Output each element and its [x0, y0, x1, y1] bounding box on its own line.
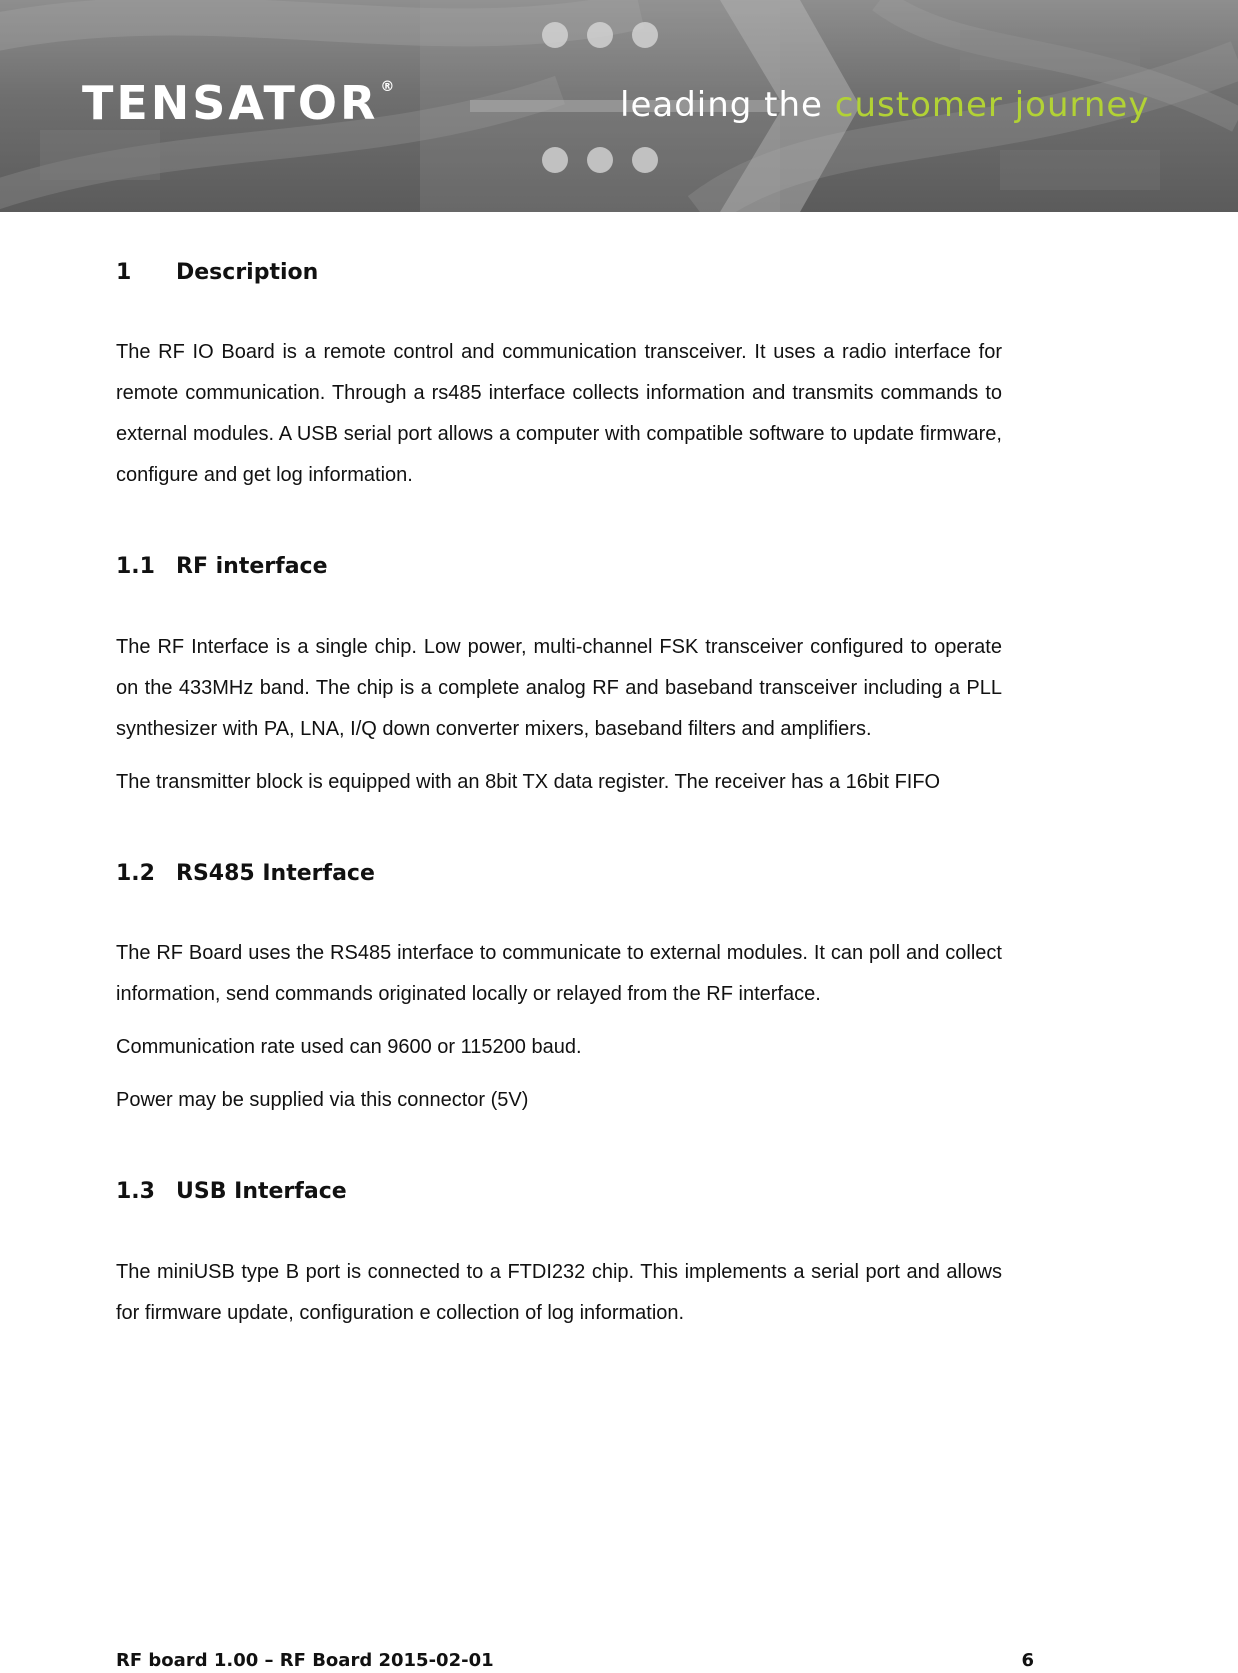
subsection-heading [116, 1179, 1002, 1205]
section-number: 1 [116, 260, 132, 285]
tagline-leading: leading the [620, 85, 823, 125]
paragraph: Communication rate used can 9600 or 115200 baud. [116, 1036, 582, 1059]
header-banner [0, 0, 1238, 212]
document-body [116, 260, 1002, 1346]
subsection-heading [116, 861, 1002, 887]
subsection-title: RS485 Interface [176, 860, 375, 886]
subsection-title: RF interface [176, 554, 328, 580]
tensator-logo [82, 76, 395, 130]
tagline [620, 85, 1150, 125]
paragraph: The miniUSB type B port is connected to a FTDI232 chip. This implements a serial port and allows for firmware update, configuration e collection of log information. [116, 1260, 1002, 1324]
footer-document-label: RF board 1.00 – RF Board 2015-02-01 [116, 1650, 494, 1671]
subsection-number: 1.1 [116, 554, 155, 580]
registered-mark: ® [380, 79, 395, 95]
logo-text: TENSATOR [82, 76, 379, 130]
section-title: Description [176, 260, 319, 285]
paragraph: The RF Board uses the RS485 interface to communicate to external modules. It can poll and collect information, send commands originated locally or relayed from the RF interface. [116, 942, 1002, 1006]
paragraph: The RF IO Board is a remote control and communication transceiver. It uses a radio interface for remote communication. Through a rs485 interface collects information and transmits commands to external modules. A USB serial port allows a computer with compatible software to update firmware, configure and get log information. [116, 341, 1002, 487]
subsection-title: USB Interface [176, 1179, 347, 1205]
subsection-heading [116, 554, 1002, 580]
page-number: 6 [1021, 1650, 1034, 1671]
paragraph: The transmitter block is equipped with an 8bit TX data register. The receiver has a 16bit FIFO [116, 770, 941, 793]
subsection-number: 1.2 [116, 860, 155, 886]
tagline-accent: customer journey [834, 85, 1150, 125]
section-heading [116, 260, 1002, 286]
paragraph: The RF Interface is a single chip. Low power, multi-channel FSK transceiver configured to operate on the 433MHz band. The chip is a complete analog RF and baseband transceiver including a PLL synthesizer with PA, LNA, I/Q down converter mixers, baseband filters and amplifiers. [116, 635, 1002, 740]
subsection-number: 1.3 [116, 1179, 155, 1205]
page-footer [116, 1652, 1034, 1670]
paragraph: Power may be supplied via this connector (5V) [116, 1089, 529, 1112]
